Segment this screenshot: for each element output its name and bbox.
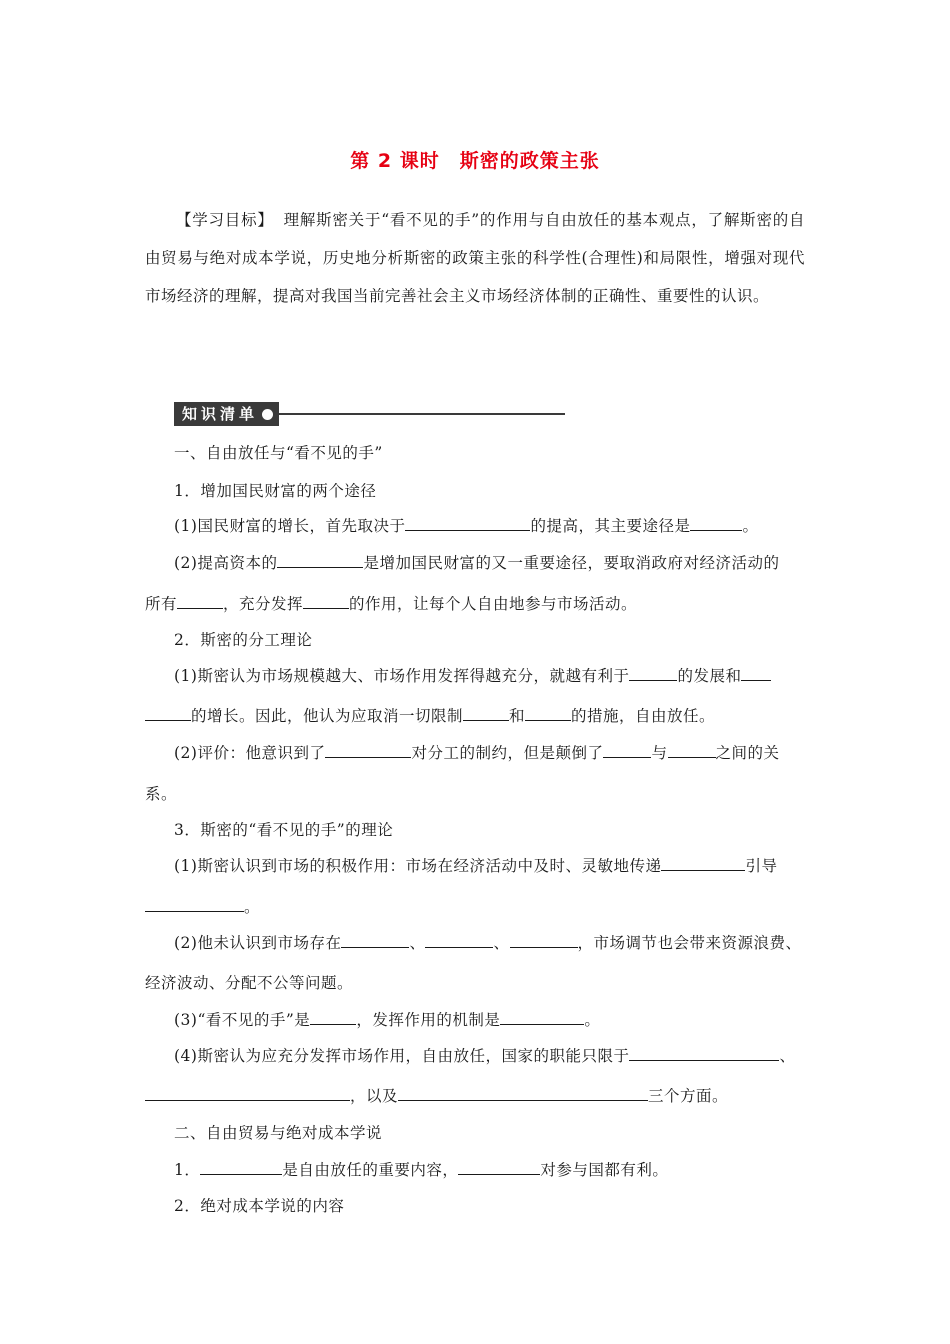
fill-blank[interactable] (405, 516, 530, 531)
text: 的作用，让每个人自由地参与市场活动。 (349, 595, 638, 613)
text: 是增加国民财富的又一重要途径，要取消政府对经济活动的 (363, 554, 780, 572)
text: 与 (651, 744, 668, 762)
text: 。 (584, 1011, 601, 1029)
text: 的发展和 (677, 667, 742, 685)
section-header-knowledge-list (174, 402, 565, 426)
text: 、 (409, 934, 426, 952)
heading-1-1: 1．增加国民财富的两个途径 (174, 482, 377, 500)
fill-blank[interactable] (341, 933, 409, 948)
fill-blank[interactable] (668, 743, 716, 758)
bullet-dot-icon (262, 409, 273, 420)
fill-blank[interactable] (525, 706, 571, 721)
item-1-3-1-cont (145, 897, 260, 917)
fill-blank[interactable] (458, 1160, 540, 1175)
fill-blank[interactable] (145, 1086, 350, 1101)
text: 和 (509, 707, 526, 725)
fill-blank[interactable] (145, 706, 191, 721)
text: 所有 (145, 595, 178, 613)
heading-1-3: 3．斯密的“看不见的手”的理论 (174, 821, 394, 839)
fill-blank[interactable] (741, 666, 771, 681)
fill-blank[interactable] (629, 666, 677, 681)
item-1-3-3 (174, 1010, 600, 1030)
item-1-3-4 (174, 1046, 795, 1066)
heading-section-1: 一、自由放任与“看不见的手” (174, 444, 383, 462)
text: (2)提高资本的 (174, 554, 278, 572)
text: ，发挥作用的机制是 (356, 1011, 501, 1029)
fill-blank[interactable] (629, 1046, 779, 1061)
fill-blank[interactable] (690, 516, 742, 531)
fill-blank[interactable] (303, 594, 349, 609)
fill-blank[interactable] (500, 1010, 584, 1025)
text: (2)他未认识到市场存在 (174, 934, 342, 952)
item-1-3-2-cont: 经济波动、分配不公等问题。 (145, 974, 354, 992)
text: 对参与国都有利。 (540, 1161, 669, 1179)
item-1-2-1 (174, 666, 771, 686)
fill-blank[interactable] (603, 743, 651, 758)
text: 的增长。因此，他认为应取消一切限制 (191, 707, 464, 725)
text: 。 (244, 898, 261, 916)
item-1-1-2 (174, 553, 779, 573)
item-1-2-2-cont: 系。 (145, 785, 178, 803)
text: 对分工的制约，但是颠倒了 (411, 744, 604, 762)
fill-blank[interactable] (325, 743, 411, 758)
text: (1)斯密认识到市场的积极作用：市场在经济活动中及时、灵敏地传递 (174, 857, 662, 875)
objective-label: 【学习目标】 (176, 211, 274, 229)
text: 、 (493, 934, 510, 952)
objective-text: 理解斯密关于“看不见的手”的作用与自由放任的基本观点，了解斯密的自由贸易与绝对成本学说，历史地分析斯密的政策主张的科学性(合理性)和局限性，增强对现代市场经济的理解，提高对我国当前完善社会主义市场经济体制的正确性、重要性的认识。 (145, 211, 805, 305)
text: ，充分发挥 (223, 595, 304, 613)
item-1-3-4-cont (145, 1086, 728, 1106)
item-1-3-1 (174, 856, 777, 876)
item-1-1-1 (174, 516, 759, 536)
heading-section-2: 二、自由贸易与绝对成本学说 (174, 1124, 383, 1142)
heading-2-2: 2．绝对成本学说的内容 (174, 1197, 345, 1215)
fill-blank[interactable] (425, 933, 493, 948)
section-tag (174, 402, 279, 426)
text: 之间的关 (715, 744, 780, 762)
text: (1)斯密认为市场规模越大、市场作用发挥得越充分，就越有利于 (174, 667, 630, 685)
fill-blank[interactable] (510, 933, 578, 948)
fill-blank[interactable] (177, 594, 223, 609)
text: (4)斯密认为应充分发挥市场作用，自由放任，国家的职能只限于 (174, 1047, 630, 1065)
fill-blank[interactable] (145, 897, 244, 912)
text: 引导 (745, 857, 778, 875)
item-2-1 (174, 1160, 668, 1180)
fill-blank[interactable] (463, 706, 509, 721)
page-title: 第 2 课时 斯密的政策主张 (350, 150, 600, 172)
text: 的提高，其主要途径是 (530, 517, 691, 535)
text: 1． (174, 1161, 201, 1179)
learning-objective (145, 201, 805, 315)
text: 。 (742, 517, 759, 535)
text: (1)国民财富的增长，首先取决于 (174, 517, 406, 535)
item-1-1-2-cont (145, 594, 637, 614)
fill-blank[interactable] (200, 1160, 282, 1175)
text: ，市场调节也会带来资源浪费、 (577, 934, 802, 952)
heading-1-2: 2．斯密的分工理论 (174, 631, 313, 649)
section-rule (279, 413, 565, 415)
fill-blank[interactable] (661, 856, 745, 871)
text: (3)“看不见的手”是 (174, 1011, 311, 1029)
section-tag-label: 知识清单 (182, 405, 259, 423)
item-1-2-1-cont (145, 706, 715, 726)
item-1-2-2 (174, 743, 780, 763)
text: 、 (779, 1047, 796, 1065)
text: ，以及 (350, 1087, 399, 1105)
text: 三个方面。 (648, 1087, 729, 1105)
fill-blank[interactable] (310, 1010, 356, 1025)
item-1-3-2 (174, 933, 802, 953)
text: 的措施，自由放任。 (571, 707, 716, 725)
fill-blank[interactable] (277, 553, 363, 568)
text: 是自由放任的重要内容， (282, 1161, 459, 1179)
text: (2)评价：他意识到了 (174, 744, 326, 762)
fill-blank[interactable] (398, 1086, 648, 1101)
